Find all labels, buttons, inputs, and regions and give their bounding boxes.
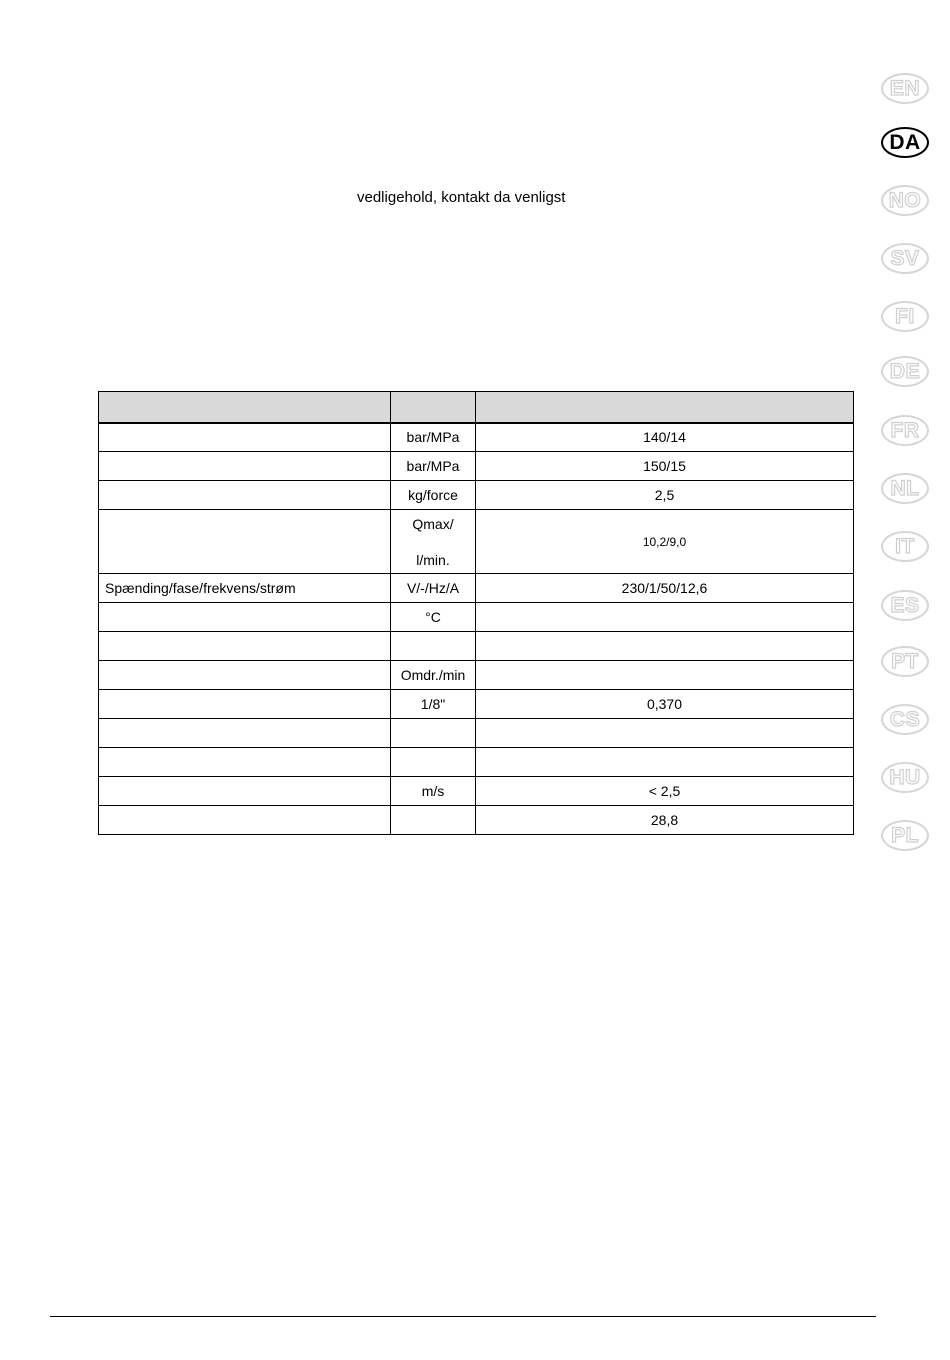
row-unit: [391, 719, 476, 748]
table-row: [99, 661, 854, 690]
row-value: 2,5: [476, 481, 854, 510]
row-unit: Omdr./min: [391, 661, 476, 690]
lang-tab-pl[interactable]: PL: [881, 820, 929, 851]
row-label: [99, 423, 391, 452]
lang-tab-hu[interactable]: HU: [881, 762, 929, 793]
row-label: [99, 632, 391, 661]
row-unit: 1/8": [391, 690, 476, 719]
lang-tab-fr[interactable]: FR: [881, 415, 929, 446]
header-cell-unit: [391, 392, 476, 423]
header-cell-label: [99, 392, 391, 423]
lang-tab-nl[interactable]: NL: [881, 473, 929, 504]
row-unit: bar/MPa: [391, 452, 476, 481]
header-cell-value: [476, 392, 854, 423]
lang-tab-sv[interactable]: SV: [881, 243, 929, 274]
row-value: [476, 719, 854, 748]
table-row: [99, 603, 854, 632]
intro-text: vedligehold, kontakt da venligst: [357, 189, 566, 206]
footer-divider: [50, 1316, 876, 1317]
row-value: 140/14: [476, 423, 854, 452]
row-label: [99, 719, 391, 748]
table-row: [99, 748, 854, 777]
row-unit: m/s: [391, 777, 476, 806]
row-label: [99, 481, 391, 510]
table-row: [99, 510, 854, 574]
row-label: [99, 603, 391, 632]
technical-data-table: [98, 391, 854, 835]
table-row: [99, 777, 854, 806]
row-unit-top: Qmax/: [412, 515, 454, 532]
table-row: [99, 452, 854, 481]
row-unit-bottom: l/min.: [416, 551, 450, 568]
lang-tab-pt[interactable]: PT: [881, 646, 929, 677]
lang-tab-cs[interactable]: CS: [881, 704, 929, 735]
table-row: [99, 632, 854, 661]
lang-tab-en[interactable]: EN: [881, 73, 929, 104]
row-unit: bar/MPa: [391, 423, 476, 452]
row-label: [99, 452, 391, 481]
lang-tab-de[interactable]: DE: [881, 356, 929, 387]
row-value: < 2,5: [476, 777, 854, 806]
row-unit: [391, 748, 476, 777]
row-unit: [391, 510, 476, 574]
row-label: [99, 661, 391, 690]
row-value: [476, 603, 854, 632]
row-label: [99, 690, 391, 719]
table-row: [99, 690, 854, 719]
lang-tab-fi[interactable]: FI: [881, 301, 929, 332]
table-header-row: [99, 392, 854, 423]
row-label: [99, 806, 391, 835]
row-value: 230/1/50/12,6: [476, 574, 854, 603]
row-value: [476, 748, 854, 777]
row-value: 0,370: [476, 690, 854, 719]
table-row: [99, 719, 854, 748]
row-unit: kg/force: [391, 481, 476, 510]
row-value: [476, 661, 854, 690]
table-row: [99, 806, 854, 835]
row-label: Spænding/fase/frekvens/strøm: [99, 574, 391, 603]
row-value: 150/15: [476, 452, 854, 481]
row-value: 10,2/9,0: [476, 510, 854, 574]
lang-tab-it[interactable]: IT: [881, 531, 929, 562]
row-value: [476, 632, 854, 661]
row-label: [99, 748, 391, 777]
table-row: [99, 423, 854, 452]
lang-tab-no[interactable]: NO: [881, 185, 929, 216]
row-unit: °C: [391, 603, 476, 632]
row-label: [99, 777, 391, 806]
row-value: 28,8: [476, 806, 854, 835]
row-label: [99, 510, 391, 574]
table-row: [99, 481, 854, 510]
row-unit: V/-/Hz/A: [391, 574, 476, 603]
row-unit: [391, 632, 476, 661]
table-row: [99, 574, 854, 603]
row-unit: [391, 806, 476, 835]
lang-tab-da[interactable]: DA: [881, 127, 929, 158]
lang-tab-es[interactable]: ES: [881, 590, 929, 621]
